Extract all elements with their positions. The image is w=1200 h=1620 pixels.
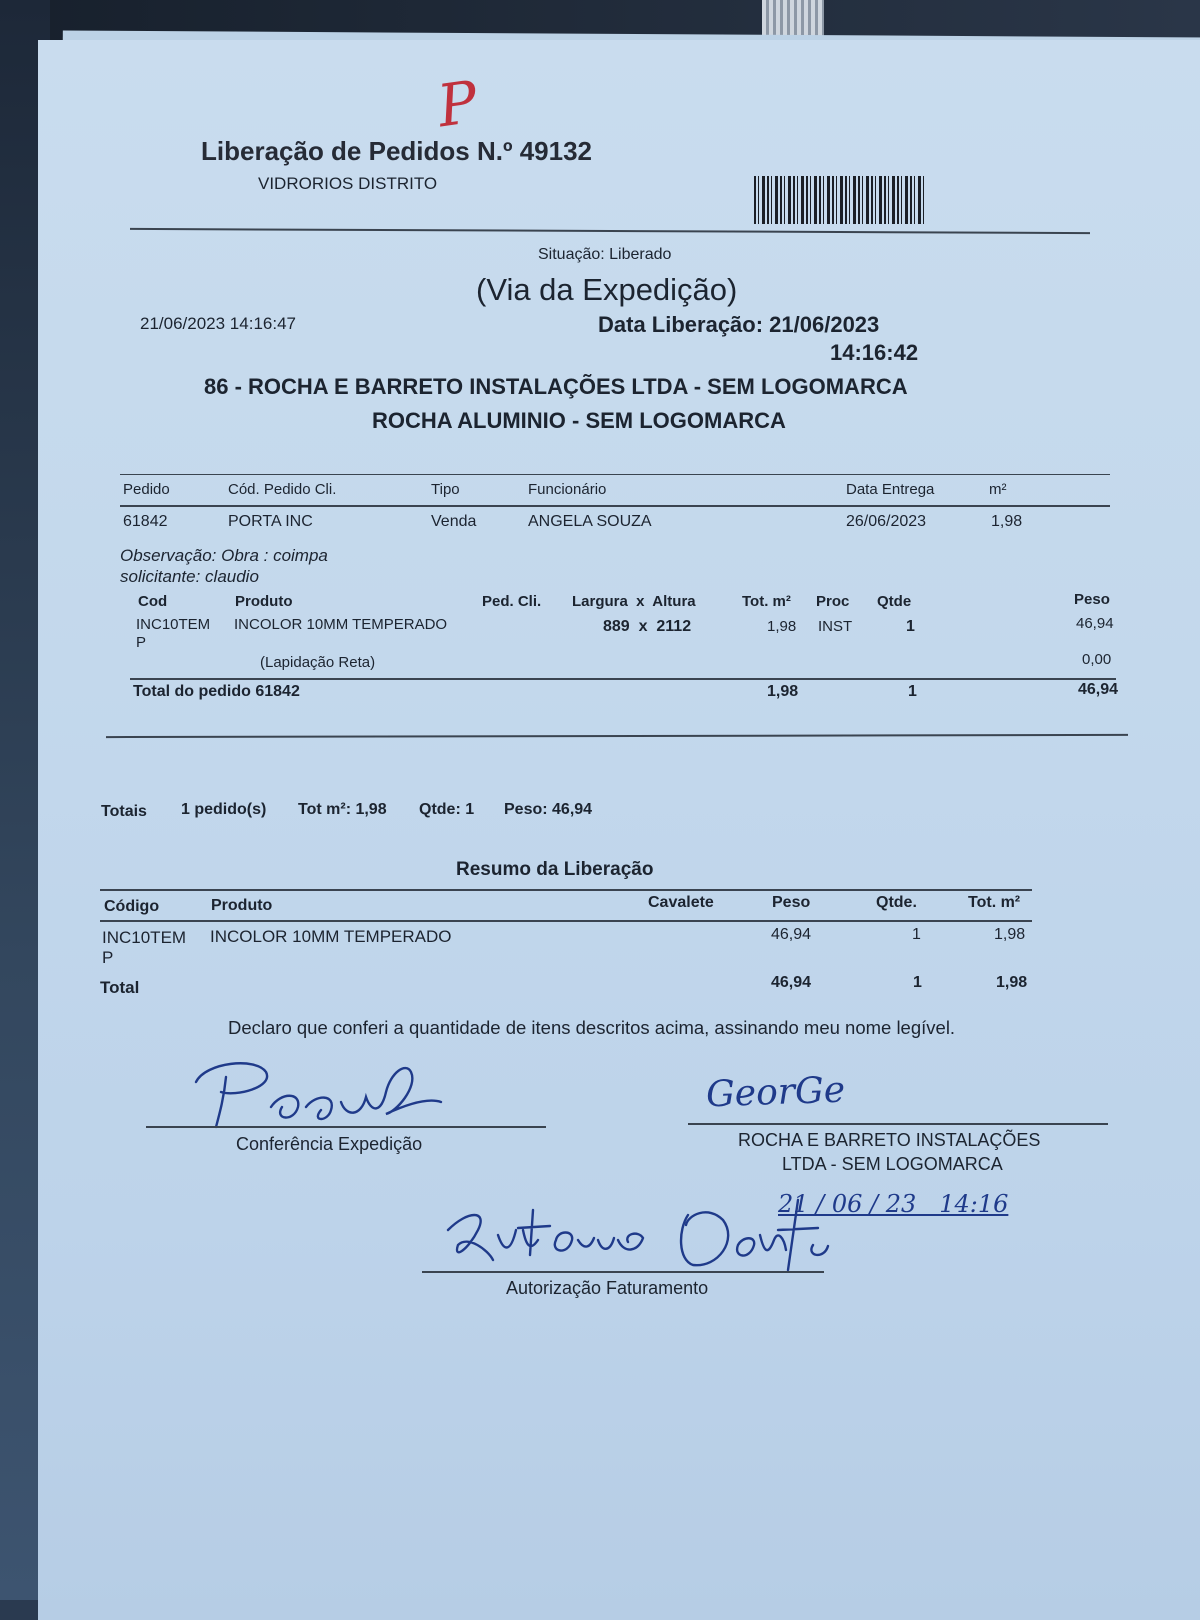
summary-total-tot-m2: 1,98: [996, 974, 1028, 991]
col-header-funcionario: Funcionário: [528, 481, 607, 498]
order-total-m2: 1,98: [767, 683, 799, 700]
summary-total-qtde: 1: [913, 974, 922, 991]
conferencia-signature-line: [146, 1126, 546, 1128]
red-handwritten-mark: P: [433, 67, 482, 141]
autorizacao-label: Autorização Faturamento: [506, 1278, 709, 1298]
summary-header-rule: [100, 920, 1032, 922]
item-header-ped-cli: Ped. Cli.: [482, 593, 542, 610]
col-header-m2: m²: [989, 481, 1007, 498]
client-name-line1: 86 - ROCHA E BARRETO INSTALAÇÕES LTDA - SEM LOGOMARCA: [204, 374, 908, 399]
order-m2: 1,98: [991, 513, 1023, 530]
summary-total-peso: 46,94: [771, 974, 812, 991]
summary-produto: INCOLOR 10MM TEMPERADO: [210, 927, 452, 946]
release-date-line2: 14:16:42: [830, 340, 919, 365]
summary-total-label: Total: [100, 978, 140, 997]
summary-header-qtde: Qtde.: [876, 894, 917, 911]
summary-codigo-line2: P: [102, 948, 114, 967]
item-header-produto: Produto: [235, 593, 293, 610]
item-peso: 46,94: [1076, 615, 1114, 632]
document-page: [38, 40, 1200, 1620]
client-name-line2: ROCHA ALUMINIO - SEM LOGOMARCA: [372, 408, 786, 433]
company-name: VIDRORIOS DISTRITO: [258, 174, 438, 193]
totals-qtde: Qtde: 1: [419, 801, 475, 818]
order-total-rule: [130, 678, 1116, 680]
observation-line1: Observação: Obra : coimpa: [120, 546, 328, 565]
item-header-tot-m2: Tot. m²: [742, 593, 791, 610]
item-produto: INCOLOR 10MM TEMPERADO: [234, 616, 448, 633]
item-header-peso: Peso: [1074, 591, 1110, 608]
autorizacao-signature-line: [422, 1271, 824, 1273]
handwritten-date: 21 / 06 / 23 14:16: [778, 1190, 1009, 1218]
summary-peso: 46,94: [771, 926, 812, 943]
declaration-text: Declaro que conferi a quantidade de itens descritos acima, assinando meu nome legível.: [228, 1017, 956, 1038]
col-header-tipo: Tipo: [431, 481, 460, 498]
order-total-label: Total do pedido 61842: [133, 683, 300, 700]
item-finish-peso: 0,00: [1082, 651, 1112, 668]
summary-header-cavalete: Cavalete: [648, 894, 714, 911]
totals-pedidos: 1 pedido(s): [181, 801, 267, 818]
item-dimensions: 889 x 2112: [603, 618, 692, 635]
order-data-entrega: 26/06/2023: [846, 513, 927, 530]
barcode: [754, 176, 924, 224]
item-cod-line1: INC10TEM: [136, 616, 211, 633]
order-table-top-rule: [120, 474, 1110, 475]
release-date-line1: Data Liberação: 21/06/2023: [598, 312, 880, 337]
conferencia-label: Conferência Expedição: [236, 1134, 423, 1154]
conferencia-signature: [186, 1052, 446, 1132]
col-header-cod-pedido-cli: Cód. Pedido Cli.: [228, 481, 337, 498]
item-header-largura-altura: Largura x Altura: [572, 593, 696, 610]
order-table-header-rule: [120, 505, 1110, 507]
status-text: Situação: Liberado: [538, 246, 672, 263]
printed-timestamp: 21/06/2023 14:16:47: [140, 314, 296, 333]
order-total-qtde: 1: [908, 683, 917, 700]
copy-type: (Via da Expedição): [476, 272, 738, 307]
order-tipo: Venda: [431, 513, 477, 530]
item-tot-m2: 1,98: [767, 618, 797, 635]
summary-codigo-line1: INC10TEM: [102, 928, 187, 947]
summary-top-rule: [100, 889, 1032, 891]
observation-line2: solicitante: claudio: [120, 567, 259, 586]
item-header-qtde: Qtde: [877, 593, 912, 610]
col-header-data-entrega: Data Entrega: [846, 481, 935, 498]
document-title: Liberação de Pedidos N.º 49132: [201, 136, 592, 166]
order-cod-pedido-cli: PORTA INC: [228, 513, 313, 530]
order-funcionario: ANGELA SOUZA: [528, 513, 652, 530]
item-finish: (Lapidação Reta): [260, 654, 376, 671]
summary-title: Resumo da Liberação: [456, 859, 654, 880]
summary-header-codigo: Código: [104, 898, 160, 915]
client-label-line2: LTDA - SEM LOGOMARCA: [782, 1154, 1003, 1174]
totals-m2: Tot m²: 1,98: [298, 801, 387, 818]
header-divider: [130, 228, 1090, 234]
totals-peso: Peso: 46,94: [504, 801, 593, 818]
client-label-line1: ROCHA E BARRETO INSTALAÇÕES: [738, 1130, 1041, 1150]
order-pedido: 61842: [123, 513, 168, 530]
item-qtde: 1: [906, 618, 915, 635]
summary-header-peso: Peso: [772, 894, 811, 911]
summary-header-tot-m2: Tot. m²: [968, 894, 1021, 911]
client-signature: GeorGe: [705, 1069, 846, 1116]
item-proc: INST: [818, 618, 853, 635]
order-total-peso: 46,94: [1078, 681, 1119, 698]
totals-label: Totais: [101, 803, 147, 820]
item-header-proc: Proc: [816, 593, 850, 610]
item-header-cod: Cod: [138, 593, 168, 610]
client-signature-line: [688, 1123, 1108, 1125]
col-header-pedido: Pedido: [123, 481, 170, 498]
autorizacao-signature: [438, 1190, 838, 1280]
summary-tot-m2: 1,98: [994, 926, 1026, 943]
item-cod-line2: P: [136, 634, 147, 651]
summary-header-produto: Produto: [211, 897, 273, 914]
order-section-end-rule: [106, 734, 1128, 738]
summary-qtde: 1: [912, 926, 921, 943]
